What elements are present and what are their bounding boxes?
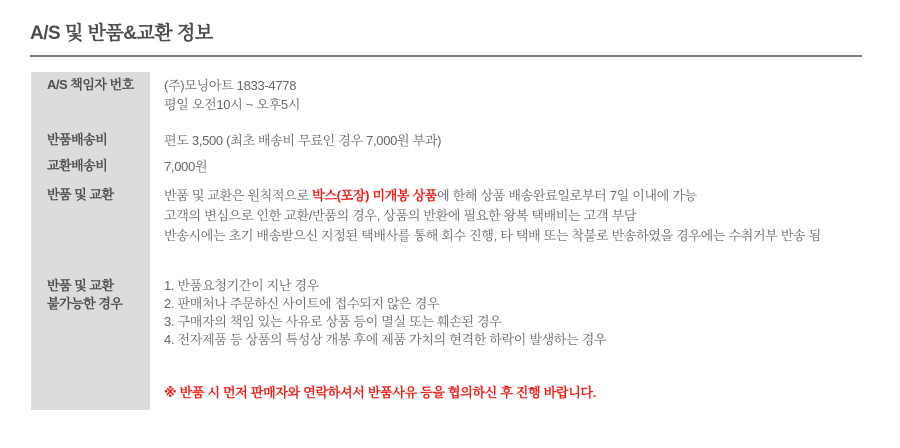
return-notice: ※ 반품 시 먼저 판매자와 연락하셔서 반품사유 등을 협의하신 후 진행 바랍니다. [164,385,597,400]
row-value-as-contact [164,76,300,114]
row-value-exchange-fee: 7,000원 [164,159,208,174]
return-exchange-line1 [164,186,821,206]
row-label-return-exchange: 반품 및 교환 [47,187,114,202]
line1-prefix: 반품 및 교환은 원칙적으로 [164,188,313,203]
row-as-contact [31,76,862,114]
not-allowed-item-3: 3. 구매자의 책임 있는 사유로 상품 등이 멸실 또는 훼손된 경우 [164,314,502,329]
as-contact-line2: 평일 오전10시 ~ 오후5시 [164,97,301,112]
row-label-as-contact: A/S 책임자 번호 [47,77,134,92]
line1-suffix: 에 한해 상품 배송완료일로부터 7일 이내에 가능 [437,188,697,203]
info-table [31,72,862,401]
row-exchange-fee [31,157,862,176]
not-allowed-item-2: 2. 판매처나 주문하신 사이트에 접수되지 않은 경우 [164,296,440,311]
row-value-not-allowed [164,277,606,349]
row-value-return-fee: 편도 3,500 (최초 배송비 무료인 경우 7,000원 부과) [164,133,442,148]
row-not-allowed-cases [31,277,862,349]
row-return-exchange [31,186,862,246]
row-label-not-allowed [31,277,150,313]
row-return-fee [31,131,862,150]
row-label-exchange-fee: 교환배송비 [47,158,108,173]
line1-highlight: 박스(포장) 미개봉 상품 [312,188,438,203]
not-allowed-item-4: 4. 전자제품 등 상품의 특성상 개봉 후에 제품 가치의 현격한 하락이 발생하는 경우 [164,332,607,347]
row-label-return-fee: 반품배송비 [47,132,108,147]
return-exchange-line2: 고객의 변심으로 인한 교환/반품의 경우, 상품의 반환에 필요한 왕복 택배비는 고객 부담 [164,208,637,223]
return-exchange-line3: 반송시에는 초기 배송받으신 지정된 택배사를 통해 회수 진행, 타 택배 또는 착불로 반송하였을 경우에는 수취거부 반송 됨 [164,228,821,243]
title-underline [30,55,862,57]
row-value-return-exchange [164,186,821,246]
as-contact-line1: (주)모닝아트 1833-4778 [164,78,297,93]
not-allowed-item-1: 1. 반품요청기간이 지난 경우 [164,278,320,293]
not-allowed-label-line2: 불가능한 경우 [47,296,123,311]
page-title: A/S 및 반품&교환 정보 [30,23,213,44]
not-allowed-label-line1: 반품 및 교환 [47,278,114,293]
